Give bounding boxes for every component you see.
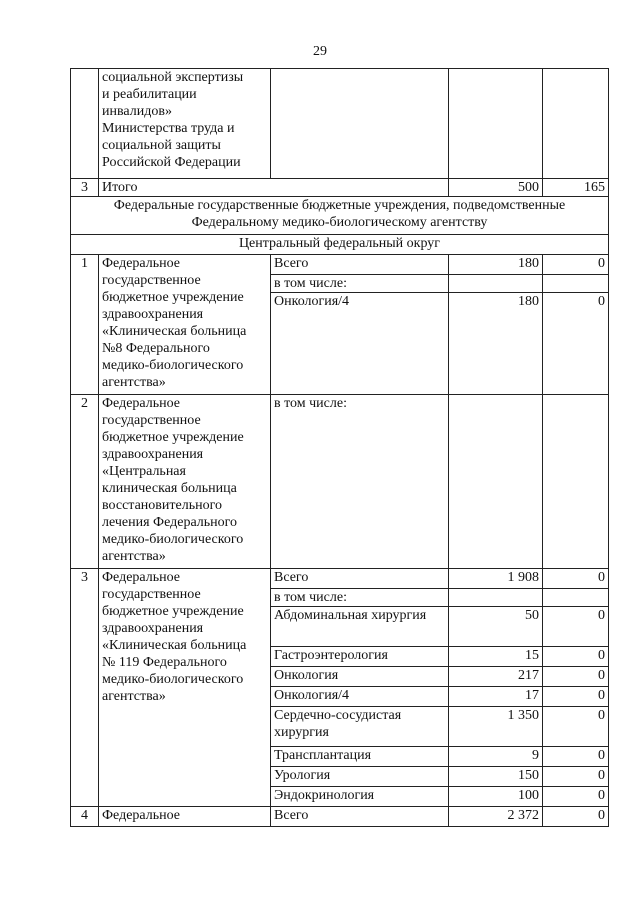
org-name-cell [99,255,271,395]
org-line: Федеральное [102,808,181,823]
value-1: 217 [449,667,543,687]
value-1 [449,275,543,293]
org-line: №8 Федерального [102,341,210,356]
value-2 [543,395,609,569]
value-cell [543,69,609,179]
profile-label: Урология [271,767,449,787]
value-1 [449,589,543,607]
org-line: медико-биологического [102,358,244,373]
org-line: агентства» [102,375,166,390]
section-row [71,197,609,235]
region-row [71,235,609,255]
org-name-cell [99,395,271,569]
value-2 [543,275,609,293]
total-row [71,179,609,197]
row-number: 1 [71,255,99,395]
profile-cell [271,69,449,179]
value-1: 50 [449,607,543,647]
row-number: 3 [71,569,99,807]
profile-label: в том числе: [271,275,449,293]
profile-label: Онкология [271,667,449,687]
value-2: 0 [543,293,609,395]
value-2: 0 [543,607,609,647]
org-line: инвалидов» [102,104,172,119]
value-1: 180 [449,255,543,275]
org-line: Федеральное [102,396,181,411]
org-line: социальной экспертизы [102,70,244,85]
org-line: здравоохранения [102,307,204,322]
org-line: медико-биологического [102,672,244,687]
value-2: 0 [543,647,609,667]
profile-label: Гастроэнтерология [271,647,449,667]
value-2: 0 [543,807,609,827]
section-title: Федеральные государственные бюджетные учреждения, подведомственные Федеральному медико-биологическому агентству [71,197,609,235]
profile-label: Трансплантация [271,747,449,767]
profile-label: Всего [271,255,449,275]
row-number: 4 [71,807,99,827]
profile-label: Сердечно-сосудистая хирургия [271,707,449,747]
org-line: здравоохранения [102,447,204,462]
value-1: 150 [449,767,543,787]
org-line: лечения Федерального [102,515,238,530]
org-line: медико-биологического [102,532,244,547]
value-1: 9 [449,747,543,767]
profile-label: Абдоминальная хирургия [271,607,449,647]
profile-label: в том числе: [271,395,449,569]
row-number: 2 [71,395,99,569]
table-row [71,569,609,589]
value-2 [543,589,609,607]
org-line: Федеральное [102,570,181,585]
org-line: здравоохранения [102,621,204,636]
org-line: агентства» [102,549,166,564]
org-line: бюджетное учреждение [102,430,244,445]
org-line: № 119 Федерального [102,655,227,670]
table-row [71,69,609,179]
page-number: 29 [313,44,327,59]
value-2: 0 [543,255,609,275]
value-1: 17 [449,687,543,707]
profile-label: Всего [271,569,449,589]
org-name-cell [99,807,271,827]
value-1: 180 [449,293,543,395]
region-title: Центральный федеральный округ [71,235,609,255]
value-1: 2 372 [449,807,543,827]
org-line: и реабилитации [102,87,197,102]
quota-table [70,68,609,827]
org-name-cell [99,569,271,807]
value-2: 0 [543,687,609,707]
org-line: бюджетное учреждение [102,290,244,305]
org-line: государственное [102,587,201,602]
profile-label: Эндокринология [271,787,449,807]
total-value-1: 500 [449,179,543,197]
org-line: восстановительного [102,498,222,513]
org-line: клиническая больница [102,481,237,496]
org-line: Министерства труда и [102,121,235,136]
table-row [71,395,609,569]
value-cell [449,69,543,179]
value-2: 0 [543,767,609,787]
value-2: 0 [543,707,609,747]
profile-label: Онкология/4 [271,687,449,707]
total-label: Итого [99,179,449,197]
profile-label: в том числе: [271,589,449,607]
org-line: «Клиническая больница [102,324,247,339]
org-line: агентства» [102,689,166,704]
value-1: 15 [449,647,543,667]
value-2: 0 [543,667,609,687]
org-line: Российской Федерации [102,155,241,170]
table-row [71,255,609,275]
org-line: Федеральное [102,256,181,271]
org-line: государственное [102,273,201,288]
org-line: социальной защиты [102,138,221,153]
org-name-cell [99,69,271,179]
value-2: 0 [543,569,609,589]
value-1: 100 [449,787,543,807]
org-line: государственное [102,413,201,428]
row-number: 3 [71,179,99,197]
profile-label: Онкология/4 [271,293,449,395]
value-1: 1 908 [449,569,543,589]
value-1 [449,395,543,569]
value-1: 1 350 [449,707,543,747]
row-number-cell [71,69,99,179]
org-line: «Центральная [102,464,186,479]
value-2: 0 [543,747,609,767]
profile-label: Всего [271,807,449,827]
total-value-2: 165 [543,179,609,197]
value-2: 0 [543,787,609,807]
org-line: бюджетное учреждение [102,604,244,619]
table-row [71,807,609,827]
org-line: «Клиническая больница [102,638,247,653]
